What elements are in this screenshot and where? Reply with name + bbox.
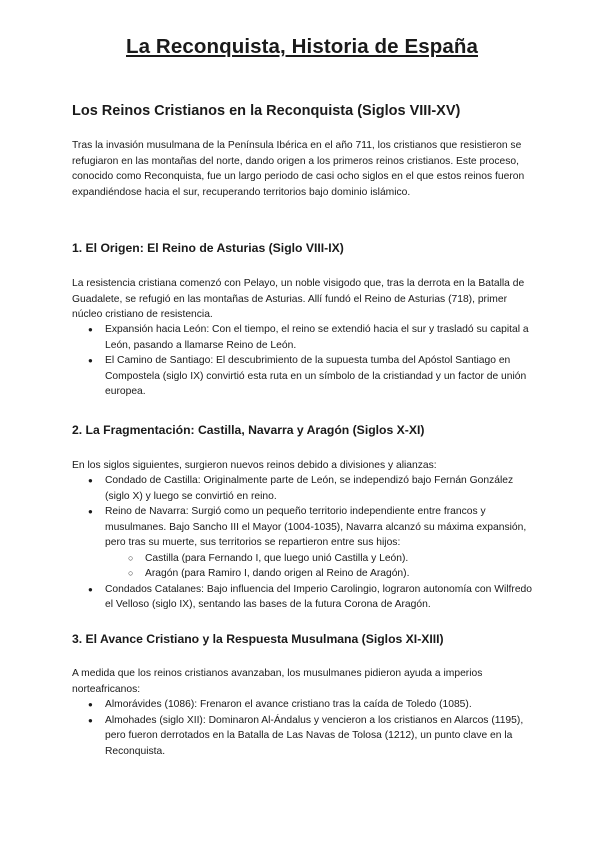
main-heading: Los Reinos Cristianos en la Reconquista (Siglos VIII-XV) (72, 103, 461, 119)
sub-bullets (105, 551, 532, 582)
sub-list-item: ○ Aragón (para Ramiro I, dando origen al Reino de Aragón). (105, 566, 532, 582)
list-item: ● El Camino de Santiago: El descubrimiento de la supuesta tumba del Apóstol Santiago en Compostela (siglo IX) convirtió esta ruta en un símbolo de la cristiandad y un factor de unión europea. (72, 353, 532, 400)
section-1-title: 1. El Origen: El Reino de Asturias (Siglo VIII-IX) (72, 241, 344, 255)
sub-list-item: ○ Castilla (para Fernando I, que luego unió Castilla y León). (105, 551, 532, 567)
section-3-paragraph: A medida que los reinos cristianos avanzaban, los musulmanes pidieron ayuda a imperios norteafricanos: (72, 668, 483, 695)
list-item: ● Condado de Castilla: Originalmente parte de León, se independizó bajo Fernán González (siglo X) y luego se convirtió en reino. (72, 473, 532, 504)
list-item-text: Reino de Navarra: Surgió como un pequeño territorio independiente entre francos y musulmanes. Bajo Sancho III el Mayor (1004-1035), Navarra alcanzó su máxima expansión, pero tras su muerte, sus territorios se repartieron entre sus hijos: (105, 506, 527, 548)
section-1-bullets (72, 322, 532, 400)
list-item: ● Almohades (siglo XII): Dominaron Al-Ándalus y vencieron a los cristianos en Alarcos (1195), pero fueron derrotados en la Batalla de Las Navas de Tolosa (1212), un punto clave en la Reconquista. (72, 713, 532, 760)
section-2-title: 2. La Fragmentación: Castilla, Navarra y Aragón (Siglos X-XI) (72, 423, 425, 437)
list-item-with-sublist (72, 504, 532, 582)
section-2-bullets (72, 473, 532, 613)
list-item: ● Expansión hacia León: Con el tiempo, el reino se extendió hacia el sur y trasladó su capital a León, pasando a llamarse Reino de León. (72, 322, 532, 353)
list-item: ● Almorávides (1086): Frenaron el avance cristiano tras la caída de Toledo (1085). (72, 697, 532, 713)
document-page (72, 34, 532, 757)
section-3-title: 3. El Avance Cristiano y la Respuesta Musulmana (Siglos XI-XIII) (72, 632, 444, 646)
intro-paragraph: Tras la invasión musulmana de la Península Ibérica en el año 711, los cristianos que resistieron se refugiaron en las montañas del norte, dando origen a los primeros reinos cristianos. Este proceso, conocido como Reconquista, fue un largo periodo de casi ocho siglos en el que estos reinos fueron expandiéndose hacia el sur, recuperando territorios bajo dominio islámico. (72, 140, 525, 198)
document-title: La Reconquista, Historia de España (126, 35, 478, 58)
section-1-paragraph: La resistencia cristiana comenzó con Pelayo, un noble visigodo que, tras la derrota en la Batalla de Guadalete, se refugió en las montañas de Asturias. Allí fundó el Reino de Asturias (718), primer núcleo cristiano de resistencia. (72, 278, 525, 320)
list-item: ● Condados Catalanes: Bajo influencia del Imperio Carolingio, lograron autonomía con Wilfredo el Velloso (siglo IX), sentando las bases de la futura Corona de Aragón. (72, 582, 532, 613)
section-2-paragraph: En los siglos siguientes, surgieron nuevos reinos debido a divisiones y alianzas: (72, 460, 437, 471)
section-3-bullets (72, 697, 532, 759)
